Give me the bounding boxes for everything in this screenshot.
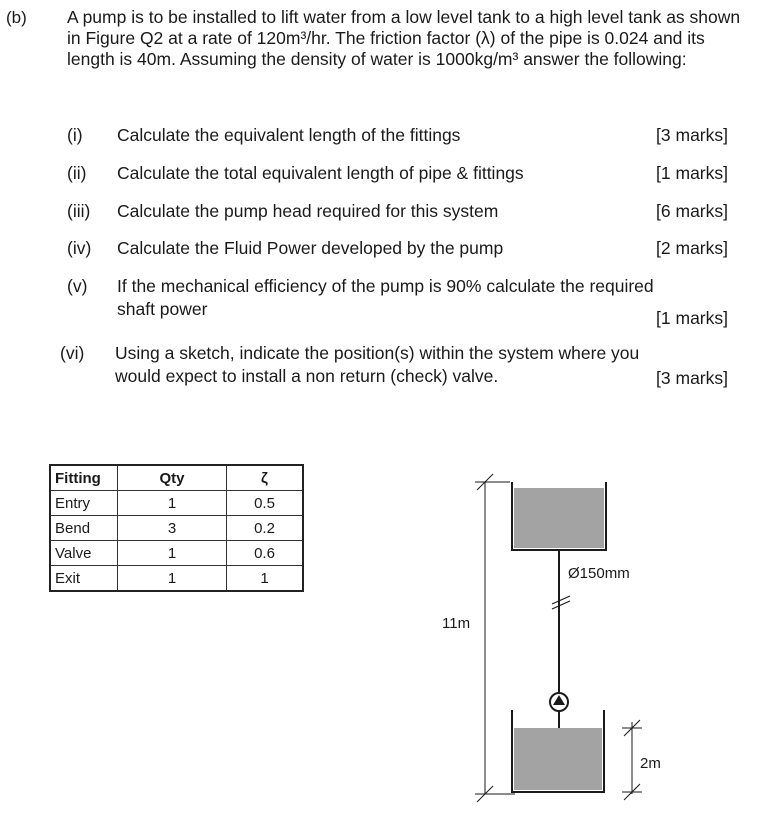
fitting-zeta: 1 <box>227 566 304 592</box>
fitting-name: Entry <box>50 491 118 516</box>
header-fitting: Fitting <box>50 465 118 491</box>
question-text-line2: would expect to install a non return (check) valve. <box>115 366 499 386</box>
pump-system-diagram <box>420 460 700 810</box>
fitting-zeta: 0.5 <box>227 491 304 516</box>
lower-level-label: 2m <box>640 755 661 772</box>
upper-tank-water <box>514 488 604 548</box>
question-marks: [2 marks] <box>656 238 728 258</box>
fitting-qty: 3 <box>118 516 227 541</box>
lower-level-dimension <box>622 720 642 800</box>
table-header-row <box>50 465 303 491</box>
question-intro: A pump is to be installed to lift water from a low level tank to a high level tank as shown in Figure Q2 at a rate of 120m³/hr. The friction factor (λ) of the pipe is 0.024 and its length is 40m. Assuming the density of water is 1000kg/m³ answer the following: <box>67 7 741 69</box>
question-text-line1: If the mechanical efficiency of the pump is 90% calculate the required <box>117 276 654 296</box>
question-number: (vi) <box>60 343 85 363</box>
question-text: Calculate the Fluid Power developed by the pump <box>117 238 504 258</box>
height-dimension <box>475 474 515 802</box>
fitting-zeta: 0.2 <box>227 516 304 541</box>
question-marks: [3 marks] <box>656 125 728 145</box>
question-v <box>0 276 758 336</box>
lower-tank <box>512 710 604 792</box>
question-marks: [6 marks] <box>656 201 728 221</box>
upper-tank <box>512 482 606 550</box>
table-row <box>50 491 303 516</box>
table-row <box>50 566 303 592</box>
question-text: Calculate the total equivalent length of pipe & fittings <box>117 163 524 183</box>
part-label: (b) <box>6 8 27 27</box>
question-marks: [3 marks] <box>656 368 728 388</box>
question-text-line2: shaft power <box>117 299 208 319</box>
question-number: (iv) <box>67 238 92 258</box>
fitting-name: Exit <box>50 566 118 592</box>
question-number: (iii) <box>67 201 91 221</box>
table-row <box>50 516 303 541</box>
height-label: 11m <box>442 615 471 632</box>
question-text-line1: Using a sketch, indicate the position(s) within the system where you <box>115 343 640 363</box>
header-qty: Qty <box>118 465 227 491</box>
fitting-qty: 1 <box>118 566 227 592</box>
question-number: (i) <box>67 125 83 145</box>
question-vi <box>0 343 758 403</box>
fitting-name: Bend <box>50 516 118 541</box>
question-number: (v) <box>67 276 88 296</box>
question-text: Calculate the equivalent length of the fittings <box>117 125 461 145</box>
pump-icon <box>550 693 568 711</box>
fitting-name: Valve <box>50 541 118 566</box>
question-marks: [1 marks] <box>656 163 728 183</box>
question-marks: [1 marks] <box>656 308 728 328</box>
pipe-diameter-label: Ø150mm <box>568 565 630 582</box>
header-zeta: ζ <box>227 465 304 491</box>
fittings-table <box>49 464 304 592</box>
fitting-qty: 1 <box>118 491 227 516</box>
question-number: (ii) <box>67 163 87 183</box>
table-row <box>50 541 303 566</box>
question-text: Calculate the pump head required for this system <box>117 201 499 221</box>
fitting-qty: 1 <box>118 541 227 566</box>
lower-tank-water <box>514 728 602 790</box>
fitting-zeta: 0.6 <box>227 541 304 566</box>
